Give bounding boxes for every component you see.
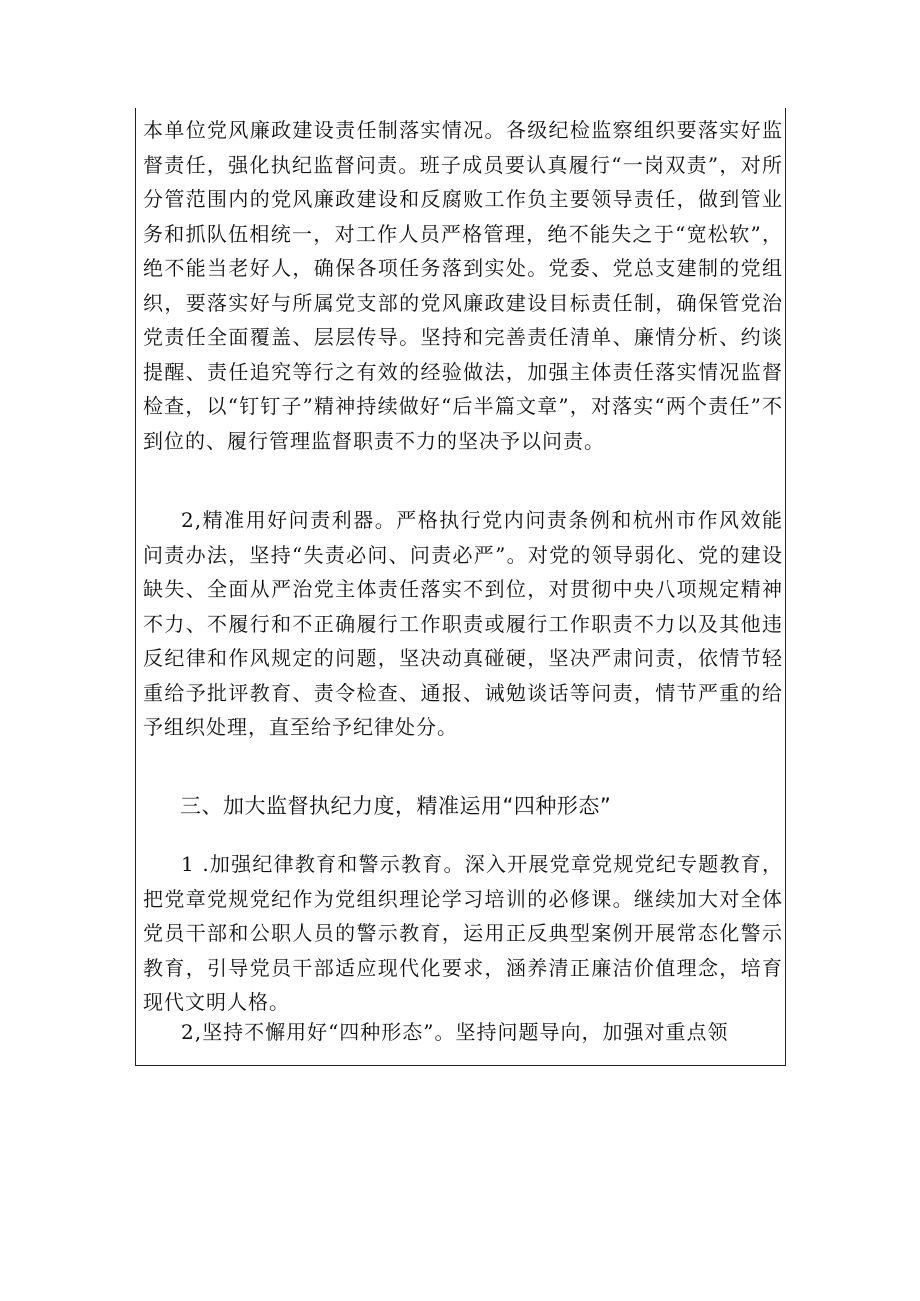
paragraph-four-forms: 2,坚持不懈用好“四种形态”。坚持问题导向，加强对重点领 (181, 1020, 729, 1044)
section-heading: 三、加大监督执纪力度，精准运用“四种形态” (180, 794, 612, 818)
paragraph-discipline-education: 1 .加强纪律教育和警示教育。深入开展党章党规党纪专题教育，把党章党规党纪作为党组织理论学习培训的必修课。继续加大对全体党员干部和公职人员的警示教育，运用正反典型案例开展常态化警示教育，引导党员干部适应现代化要求，涵养清正廉洁价值理念，培育现代文明人格。 (143, 852, 783, 1014)
paragraph-accountability-system: 本单位党风廉政建设责任制落实情况。各级纪检监察组织要落实好监督责任，强化执纪监督问责。班子成员要认真履行“一岗双责”，对所分管范围内的党风廉政建设和反腐败工作负主要领导责任，做到管业务和抓队伍相统一，对工作人员严格管理，绝不能失之于“宽松软”，绝不能当老好人，确保各项任务落到实处。党委、党总支建制的党组织，要落实好与所属党支部的党风廉政建设目标责任制，确保管党治党责任全面覆盖、层层传导。坚持和完善责任清单、廉情分析、约谈提醒、责任追究等行之有效的经验做法，加强主体责任落实情况监督检查，以“钉钉子”精神持续做好“后半篇文章”，对落实“两个责任”不到位的、履行管理监督职责不力的坚决予以问责。 (143, 118, 783, 453)
paragraph-precise-accountability: 2,精准用好问责利器。严格执行党内问责条例和杭州市作风效能问责办法，坚持“失责必问、问责必严”。对党的领导弱化、党的建设缺失、全面从严治党主体责任落实不到位，对贯彻中央八项规定精神不力、不履行和不正确履行工作职责或履行工作职责不力以及其他违反纪律和作风规定的问题，坚决动真碰硬，坚决严肃问责，依情节轻重给予批评教育、责令检查、通报、诫勉谈话等问责，情节严重的给予组织处理，直至给予纪律处分。 (143, 508, 783, 739)
